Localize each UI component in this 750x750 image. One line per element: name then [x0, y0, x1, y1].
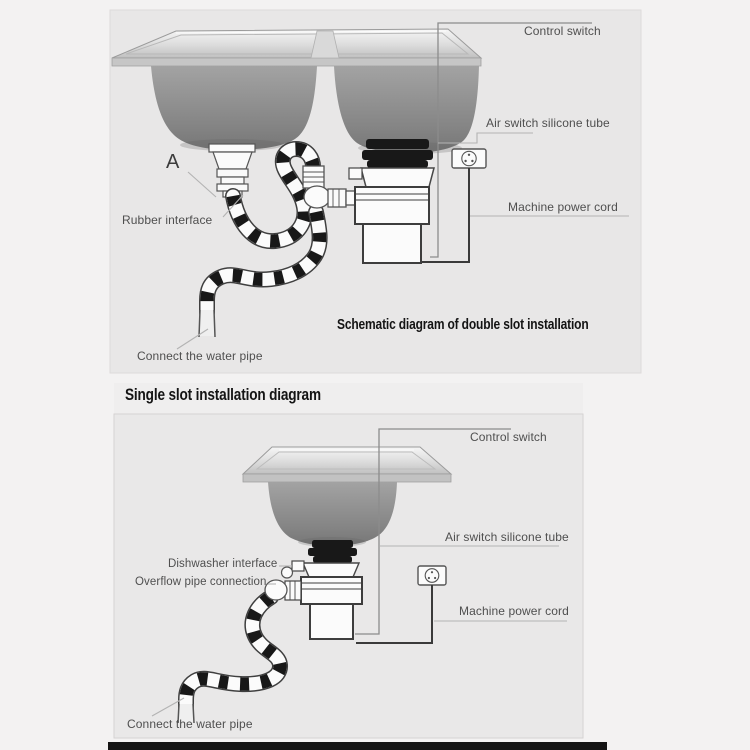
dishwasher-inlet-tab: [349, 168, 362, 179]
bottom-diagram-title: Single slot installation diagram: [125, 385, 321, 404]
label-dishwasher-interface: Dishwasher interface: [168, 558, 278, 570]
label-control-switch-bottom: Control switch: [470, 430, 547, 444]
overflow-knob: [282, 567, 293, 578]
label-water-pipe-bottom: Connect the water pipe: [127, 717, 253, 731]
label-air-switch-tube-top: Air switch silicone tube: [486, 116, 610, 130]
label-overflow-pipe: Overflow pipe connection: [135, 576, 267, 588]
overflow-fitting: [265, 580, 287, 600]
top-diagram-title: Schematic diagram of double slot installation: [337, 316, 589, 333]
dishwasher-inlet-tab-bottom: [292, 561, 304, 571]
label-power-cord-top: Machine power cord: [508, 200, 618, 214]
label-air-switch-tube-bottom: Air switch silicone tube: [445, 530, 569, 544]
power-outlet-icon-bottom: [418, 566, 446, 585]
label-point-a: A: [166, 151, 180, 173]
next-image-edge: [108, 742, 607, 750]
label-control-switch-top: Control switch: [524, 24, 601, 38]
label-power-cord-bottom: Machine power cord: [459, 604, 569, 618]
label-water-pipe-top: Connect the water pipe: [137, 349, 263, 363]
label-rubber-interface: Rubber interface: [122, 213, 213, 227]
power-outlet-icon: [452, 149, 486, 168]
